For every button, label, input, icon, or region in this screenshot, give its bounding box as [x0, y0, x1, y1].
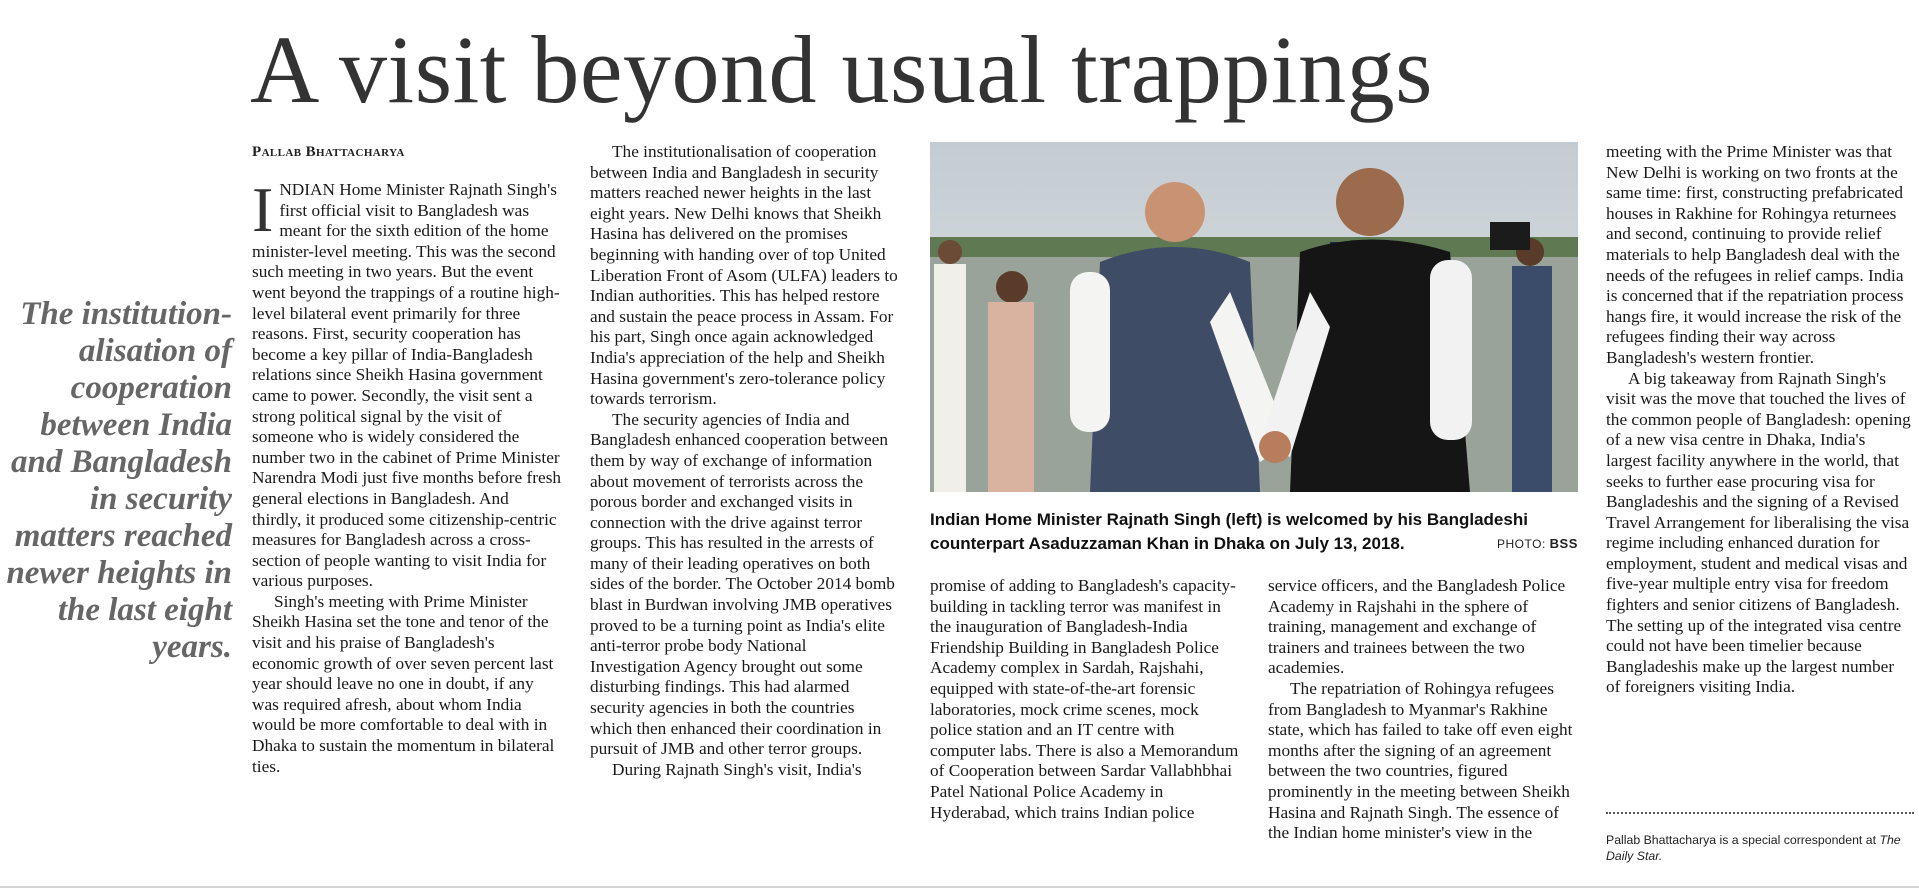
article-column-5: [1606, 142, 1912, 698]
byline: Pallab Bhattacharya: [252, 144, 405, 160]
article-column-1: [252, 174, 562, 777]
article-column-2: [590, 142, 900, 780]
paragraph: The repatriation of Rohingya refugees from Bangladesh to Myanmar's Rakhine state, which has failed to take off even eight months after the signing of an agreement between the two countries, figured prominently in the meeting between Sheikh Hasina and Rajnath Singh. The essence of the Indian home minister's view in the: [1268, 678, 1573, 843]
article-column-3: [930, 576, 1240, 823]
publication-name: The Daily Star.: [1606, 833, 1901, 863]
paragraph: The security agencies of India and Bangladesh enhanced cooperation between them by way of exchange of information about movement of terrorists across the porous border and exchanged visits in connection with the drive against terror groups. This has resulted in the arrests of many of their leading operatives on both sides of the border. The October 2014 bomb blast in Burdwan involving JMB operatives proved to be a turning point as India's elite anti-terror probe body National Investigation Agency brought out some disturbing findings. This had alarmed security agencies in both the countries which then enhanced their coordination in pursuit of JMB and other terror groups.: [590, 409, 895, 759]
photo-credit-source: BSS: [1549, 536, 1578, 551]
paragraph: A big takeaway from Rajnath Singh's visit was the move that touched the lives of the common people of Bangladesh: opening of a new visa centre in Dhaka, India's largest facility anywhere in the world, that seeks to further ease procuring visa for Bangladeshis and the signing of a Revised Travel Arrangement for liberalising the visa regime including enhanced duration for employment, student and medical visas and five-year multiple entry visa for freedom fighters and senior citizens of Bangladesh. The setting up of the integrated visa centre could not have been timelier because Bangladeshis make up the largest number of foreigners visiting India.: [1606, 368, 1911, 697]
photo-caption: Indian Home Minister Rajnath Singh (left) is welcomed by his Bangladeshi counterpart Asaduzzaman Khan in Dhaka on July 13, 2018.: [930, 510, 1528, 553]
paragraph: The institutionalisation of cooperation between India and Bangladesh in security matters reached newer heights in the last eight years. New Delhi knows that Sheikh Hasina has delivered on the promises beginning with handing over of top United Liberation Front of Asom (ULFA) leaders to Indian authorities. This has helped restore and sustain the peace process in Assam. For his part, Singh once again acknowledged India's appreciation of the help and Sheikh Hasina government's zero-tolerance policy towards terrorism.: [590, 142, 898, 409]
paragraph: [252, 174, 562, 592]
page-bottom-edge: [0, 886, 1919, 888]
photo-credit: [1497, 536, 1578, 551]
paragraph-text: NDIAN Home Minister Rajnath Singh's first official visit to Bangladesh was meant for the sixth edition of the home minister-level meeting. This was the second such meeting in two years. But the event went beyond the trappings of a routine high-level bilateral event primarily for three reasons. First, security cooperation has become a key pillar of India-Bangladesh relations since Sheikh Hasina government came to power. Secondly, the visit sent a strong political signal by the visit of someone who is widely considered the number two in the cabinet of Prime Minister Narendra Modi just five months before fresh general elections in Bangladesh. And thirdly, it produced some citizenship-centric measures for Bangladesh across a cross-section of people wanting to visit India for various purposes.: [252, 180, 562, 591]
paragraph: promise of adding to Bangladesh's capacity-building in tackling terror was manifest in the inauguration of Bangladesh-India Friendship Building in Bangladesh Police Academy complex in Sardah, Rajshahi, equipped with state-of-the-art forensic laboratories, mock crime scenes, mock police station and an IT centre with computer labs. There is also a Memorandum of Cooperation between Sardar Vallabhbhai Patel National Police Academy in Hyderabad, which trains Indian police: [930, 576, 1239, 822]
headline: A visit beyond usual trappings: [250, 16, 1433, 123]
photo-illustration: [930, 142, 1578, 492]
article-column-4: [1268, 576, 1578, 844]
paragraph: meeting with the Prime Minister was that New Delhi is working on two fronts at the same time: first, constructing prefabricated houses in Rakhine for Rohingya returnees and second, continuing to provide relief materials to help Bangladesh deal with the needs of the refugees in relief camps. India is concerned that if the repatriation process hangs fire, it would increase the risk of the refugees finding their way across Bangladesh's western frontier.: [1606, 142, 1904, 367]
paragraph: During Rajnath Singh's visit, India's: [612, 759, 862, 779]
drop-cap: I: [252, 174, 274, 245]
pull-quote: The institution-alisation of cooperation between India and Bangladesh in security matters reached newer heights in the last eight years.: [6, 296, 232, 665]
dotted-divider: [1606, 812, 1914, 814]
author-footnote: [1606, 832, 1916, 864]
photo-credit-label: PHOTO:: [1497, 537, 1546, 551]
paragraph: service officers, and the Bangladesh Police Academy in Rajshahi in the sphere of training, management and exchange of trainers and trainees between the two academies.: [1268, 576, 1566, 678]
news-photo: [930, 142, 1578, 492]
footnote-text: Pallab Bhattacharya is a special correspondent at: [1606, 833, 1877, 847]
paragraph: Singh's meeting with Prime Minister Sheikh Hasina set the tone and tenor of the visit and his praise of Bangladesh's economic growth of over seven percent last year should leave no one in doubt, if any was required afresh, about whom India would be more comfortable to deal with in Dhaka to sustain the momentum in bilateral ties.: [252, 591, 555, 776]
